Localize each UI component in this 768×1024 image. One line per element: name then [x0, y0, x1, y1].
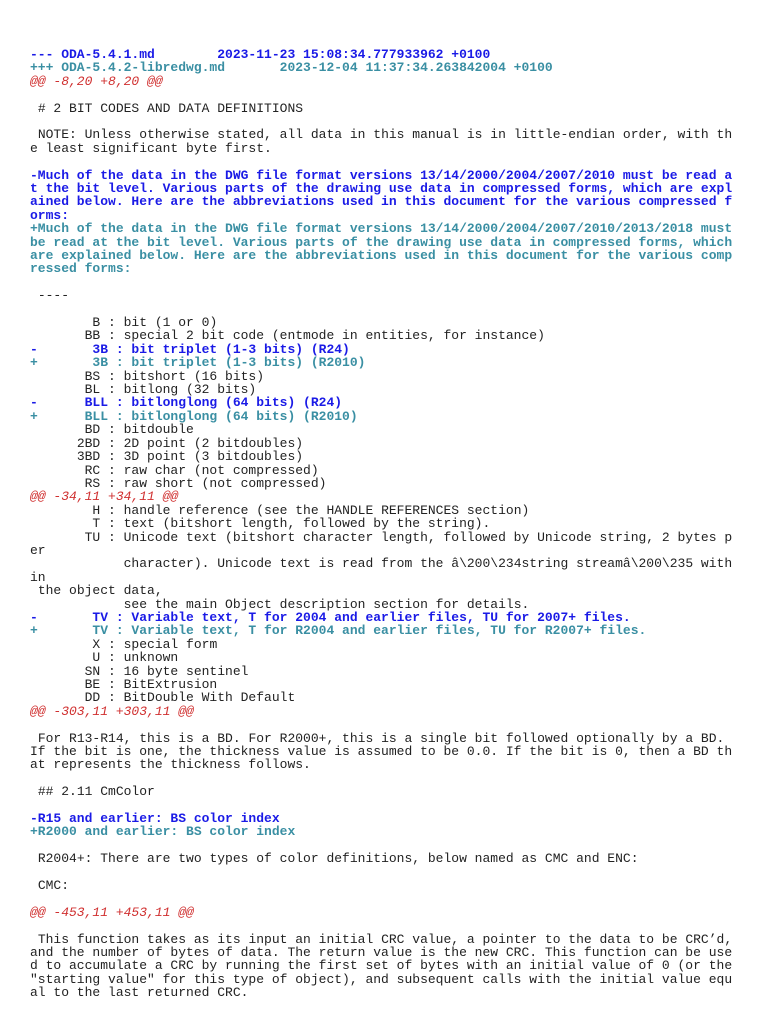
hunk-header: @@ -453,11 +453,11 @@: [30, 904, 194, 920]
added-line: +R2000 and earlier: BS color index: [30, 824, 296, 840]
context-line: BS : bitshort (16 bits): [30, 368, 265, 384]
added-line: +Much of the data in the DWG file format versions 13/14/2000/2004/2007/2010/2013/2018 must be read at the bit level. Various parts of the drawing use data in compressed forms, which are explained below. Here are the abbreviations used in this document for the various compressed forms:: [30, 221, 740, 277]
context-line: CMC:: [30, 878, 70, 894]
new-file-header: +++ ODA-5.4.2-libredwg.md 2023-12-04 11:37:34.263842004 +0100: [30, 60, 553, 76]
context-line: BE : BitExtrusion: [30, 677, 218, 693]
added-line: + BLL : bitlonglong (64 bits) (R2010): [30, 408, 358, 424]
added-line: + 3B : bit triplet (1-3 bits) (R2010): [30, 355, 366, 371]
removed-line: - TV : Variable text, T for 2004 and earlier files, TU for 2007+ files.: [30, 609, 631, 625]
context-line: H : handle reference (see the HANDLE REFERENCES section): [30, 502, 530, 518]
removed-line: -R15 and earlier: BS color index: [30, 811, 280, 827]
context-line: [30, 839, 736, 852]
context-line: [30, 303, 736, 316]
context-line: ## 2.11 CmColor: [30, 784, 155, 800]
context-line: # 2 BIT CODES AND DATA DEFINITIONS: [30, 100, 304, 116]
hunk-header: @@ -8,20 +8,20 @@: [30, 73, 163, 89]
removed-line: - 3B : bit triplet (1-3 bits) (R24): [30, 341, 350, 357]
context-line: [30, 799, 736, 812]
context-line: BD : bitdouble: [30, 422, 194, 438]
context-line: character). Unicode text is read from the â\200\234string streamâ\200\235 within: [30, 556, 733, 585]
removed-line: -Much of the data in the DWG file format versions 13/14/2000/2004/2007/2010 must be read at the bit level. Various parts of the drawing use data in compressed forms, which are explained below. Here are the abbreviations used in this document for the various compressed forms:: [30, 167, 733, 223]
hunk-header: @@ -34,11 +34,11 @@: [30, 489, 179, 505]
diff-document: [30, 47, 740, 1001]
context-line: [30, 866, 736, 879]
context-line: TU : Unicode text (bitshort character length, followed by Unicode string, 2 bytes per: [30, 529, 733, 558]
context-line: RC : raw char (not compressed): [30, 462, 319, 478]
hunk-header: @@ -303,11 +303,11 @@: [30, 703, 194, 719]
context-line: [30, 155, 736, 168]
context-line: see the main Object description section for details.: [30, 596, 530, 612]
context-line: RS : raw short (not compressed): [30, 475, 327, 491]
context-line: T : text (bitshort length, followed by the string).: [30, 516, 491, 532]
context-line: [30, 772, 736, 785]
context-line: R2004+: There are two types of color definitions, below named as CMC and ENC:: [30, 851, 639, 867]
context-line: [30, 919, 736, 932]
context-line: NOTE: Unless otherwise stated, all data in this manual is in little-endian order, with the least significant byte first.: [30, 127, 733, 156]
context-line: For R13-R14, this is a BD. For R2000+, this is a single bit followed optionally by a BD. If the bit is one, the thickness value is assumed to be 0.0. If the bit is 0, then a BD that represents the thickness follows.: [30, 730, 733, 773]
context-line: B : bit (1 or 0): [30, 315, 218, 331]
context-line: 3BD : 3D point (3 bitdoubles): [30, 449, 304, 465]
context-line: This function takes as its input an initial CRC value, a pointer to the data to be CRC’d, and the number of bytes of data. The return value is the new CRC. This function can be used to accumulate a CRC by running the first set of bytes with an initial value of 0 (or the "starting value" for this type of object), and subsequent calls with the initial value equal to the last returned CRC.: [30, 931, 740, 1001]
context-line: [30, 115, 736, 128]
context-line: [30, 276, 736, 289]
context-line: 2BD : 2D point (2 bitdoubles): [30, 435, 304, 451]
context-line: [30, 718, 736, 731]
context-line: DD : BitDouble With Default: [30, 690, 296, 706]
context-line: [30, 88, 736, 101]
context-line: BL : bitlong (32 bits): [30, 382, 257, 398]
context-line: the object data,: [30, 583, 163, 599]
context-line: SN : 16 byte sentinel: [30, 663, 249, 679]
context-line: [30, 892, 736, 905]
context-line: X : special form: [30, 636, 218, 652]
old-file-header: --- ODA-5.4.1.md 2023-11-23 15:08:34.777933962 +0100: [30, 47, 491, 62]
context-line: BB : special 2 bit code (entmode in entities, for instance): [30, 328, 545, 344]
added-line: + TV : Variable text, T for R2004 and earlier files, TU for R2007+ files.: [30, 623, 647, 639]
context-line: ----: [30, 288, 70, 304]
context-line: U : unknown: [30, 650, 179, 666]
removed-line: - BLL : bitlonglong (64 bits) (R24): [30, 395, 343, 411]
